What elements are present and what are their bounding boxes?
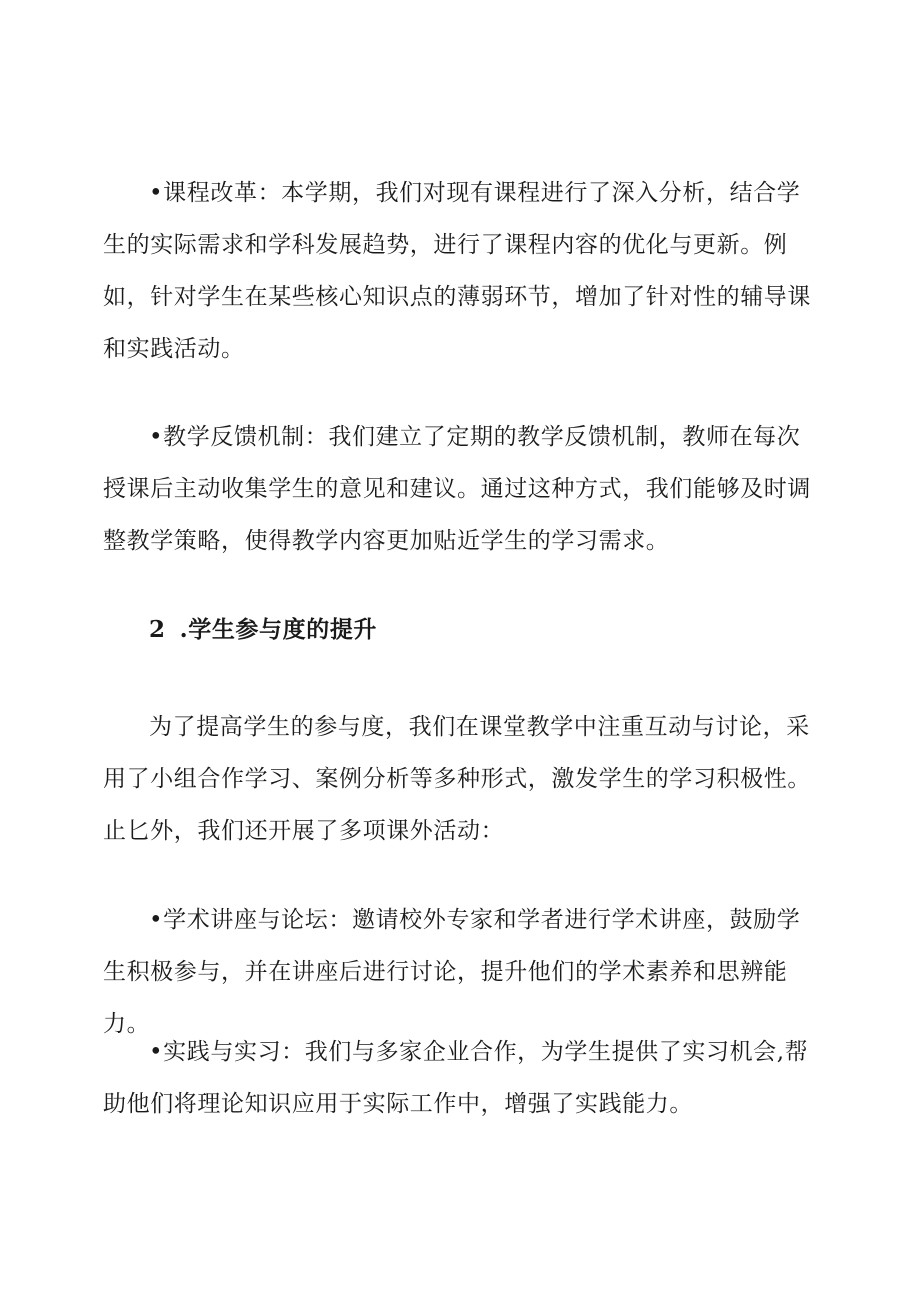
section-heading-title: .学生参与度的提升 [179, 616, 378, 643]
paragraph-academic-lectures: •学术讲座与论坛：邀请校外专家和学者进行学术讲座，鼓励学生积极参与，并在讲座后进行讨论，提升他们的学术素养和思辨能力。 [103, 907, 801, 1037]
section-heading-number: 2 [149, 616, 166, 643]
section-heading [149, 604, 377, 656]
paragraph-curriculum-reform: •课程改革：本学期，我们对现有课程进行了深入分析，结合学生的实际需求和学科发展趋势，进行了课程内容的优化与更新。例如，针对学生在某些核心知识点的薄弱环节，增加了针对性的辅导课和实践活动。 [103, 180, 811, 362]
paragraph-teaching-feedback: •教学反馈机制：我们建立了定期的教学反馈机制，教师在每次授课后主动收集学生的意见和建议。通过这种方式，我们能够及时调整教学策略，使得教学内容更加贴近学生的学习需求。 [103, 424, 811, 554]
paragraph-engagement-intro: 为了提高学生的参与度，我们在课堂教学中注重互动与讨论，采用了小组合作学习、案例分析等多种形式，激发学生的学习积极性。止匕外，我们还开展了多项课外活动： [103, 714, 811, 844]
paragraph-practice-internship: •实践与实习：我们与多家企业合作，为学生提供了实习机会,帮助他们将理论知识应用于实际工作中，增强了实践能力。 [103, 1039, 809, 1117]
